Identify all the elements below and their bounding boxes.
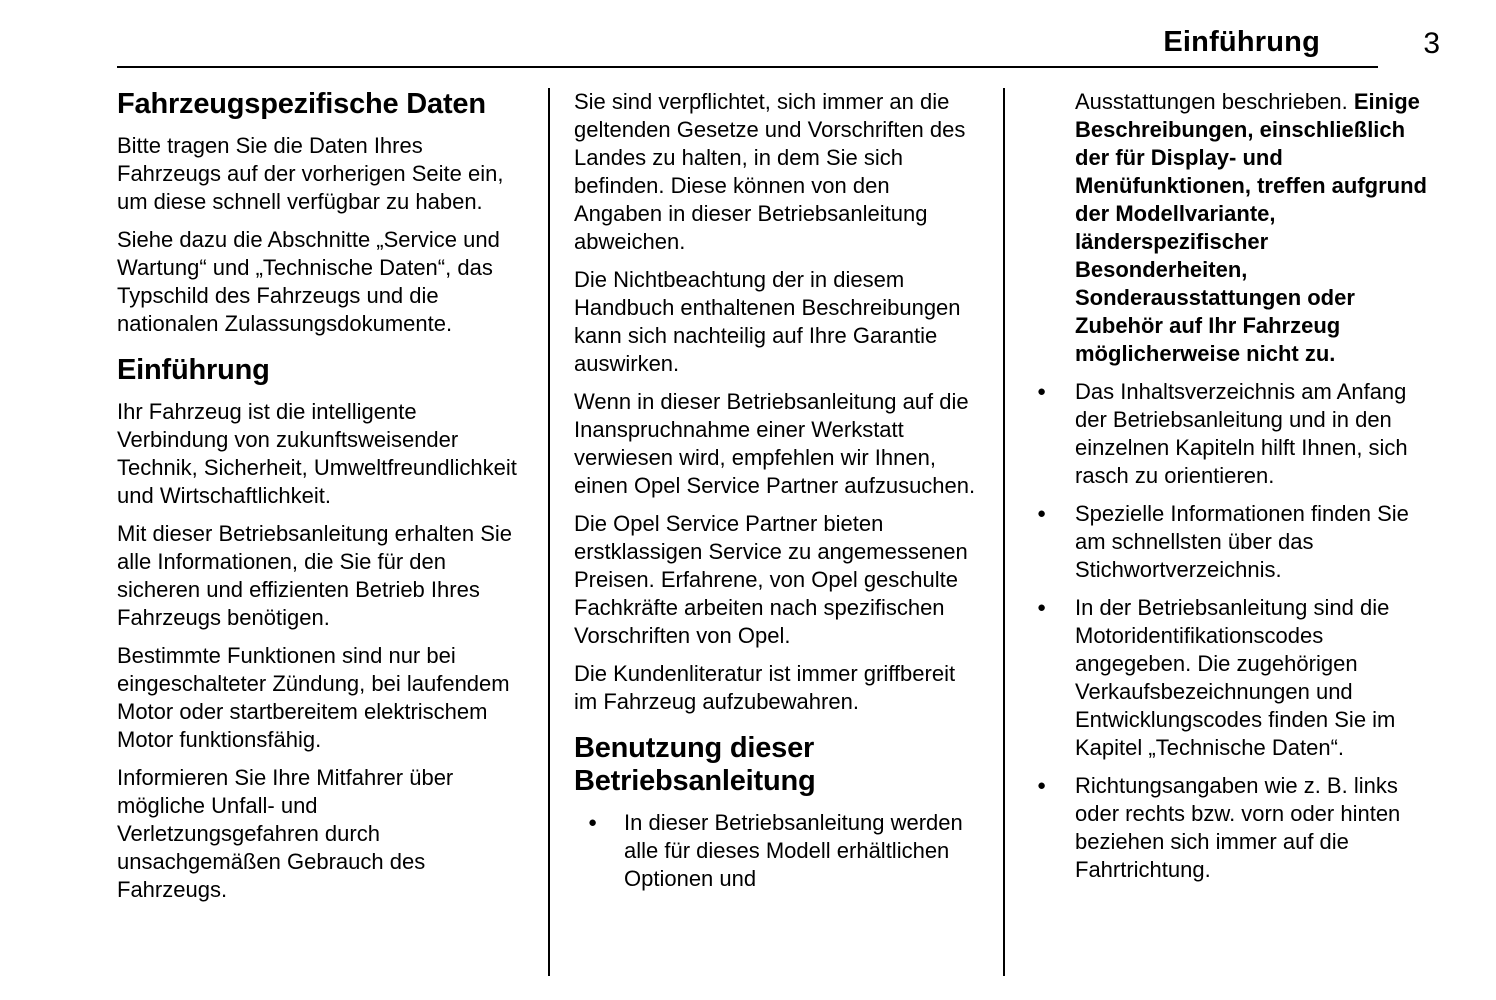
bullet-icon: ● [1037,777,1047,794]
bullet-icon: ● [1037,383,1047,400]
chapter-title: Einführung [1163,26,1320,58]
list-item-continuation [1035,88,1440,368]
paragraph: Siehe dazu die Abschnitte „Service und Wartung“ und „Technische Daten“, das Typschild des Fahrzeugs und die nationalen Zulassungsdokumente. [117,227,500,336]
list-item [1035,378,1440,490]
list-item [1035,772,1440,884]
paragraph: Die Opel Service Partner bieten erstklassigen Service zu angemessenen Preisen. Erfahrene, von Opel geschulte Fachkräfte arbeiten nach spezifischen Vorschriften von Opel. [574,511,968,648]
content-columns [117,88,1440,976]
paragraph: Bitte tragen Sie die Daten Ihres Fahrzeugs auf der vorherigen Seite ein, um diese schnell verfügbar zu haben. [117,133,504,214]
paragraph: Die Nichtbeachtung der in diesem Handbuch enthaltenen Beschreibungen kann sich nachteilig auf Ihre Garantie auswirken. [574,267,961,376]
continuation-text: Ausstattungen beschrieben. [1075,89,1354,114]
bullet-icon: ● [1037,599,1047,616]
page-number: 3 [1423,27,1440,60]
list-item-text: In der Betriebsanleitung sind die Motoridentifikationscodes angegeben. Die zugehörigen Verkaufsbezeichnungen und Entwicklungscodes finden Sie im Kapitel „Technische Daten“. [1075,595,1396,760]
paragraph: Die Kundenliteratur ist immer griffbereit im Fahrzeug aufzubewahren. [574,661,956,714]
heading-einfuehrung: Einführung [117,354,270,386]
paragraph: Ihr Fahrzeug ist die intelligente Verbindung von zukunftsweisender Technik, Sicherheit, Umweltfreundlichkeit und Wirtschaftlichkeit. [117,399,517,508]
column-right [1005,88,1440,976]
heading-fahrzeugspezifische-daten: Fahrzeugspezifische Daten [117,88,486,120]
column-left [117,88,548,976]
paragraph: Informieren Sie Ihre Mitfahrer über mögliche Unfall- und Verletzungsgefahren durch unsachgemäßen Gebrauch des Fahrzeugs. [117,765,454,902]
list-item-text: In dieser Betriebsanleitung werden alle für dieses Modell erhältlichen Optionen und [624,810,963,891]
list-item [574,809,979,893]
continuation-emphasis-text: Einige Beschreibungen, einschließlich der für Display- und Menüfunktionen, treffen aufgrund der Modellvariante, länderspezifischer Besonderheiten, Sonderausstattungen oder Zubehör auf Ihr Fahrzeug möglicherweise nicht zu. [1075,89,1427,366]
paragraph: Bestimmte Funktionen sind nur bei eingeschalteter Zündung, bei laufendem Motor oder startbereitem elektrischem Motor funktionsfähig. [117,643,510,752]
column-middle [550,88,1003,976]
list-item [1035,594,1440,762]
list-item [1035,500,1440,584]
page-header [117,26,1440,68]
list-item-text: Spezielle Informationen finden Sie am schnellsten über das Stichwortverzeichnis. [1075,501,1409,582]
list-item-text: Richtungsangaben wie z. B. links oder rechts bzw. vorn oder hinten beziehen sich immer auf die Fahrtrichtung. [1075,773,1401,882]
bullet-icon: ● [1037,505,1047,522]
heading-benutzung-dieser-betriebsanleitung: Benutzung dieser Betriebsanleitung [574,732,816,797]
list-item-text: Das Inhaltsverzeichnis am Anfang der Betriebsanleitung und in den einzelnen Kapiteln hilft Ihnen, sich rasch zu orientieren. [1075,379,1408,488]
paragraph: Mit dieser Betriebsanleitung erhalten Sie alle Informationen, die Sie für den sicheren und effizienten Betrieb Ihres Fahrzeugs benötigen. [117,521,513,630]
paragraph: Wenn in dieser Betriebsanleitung auf die Inanspruchnahme einer Werkstatt verwiesen wird, empfehlen wir Ihnen, einen Opel Service Partner aufzusuchen. [574,389,976,498]
paragraph: Sie sind verpflichtet, sich immer an die geltenden Gesetze und Vorschriften des Landes zu halten, in dem Sie sich befinden. Diese können von den Angaben in dieser Betriebsanleitung abweichen. [574,89,966,254]
bullet-icon: ● [588,814,598,831]
header-rule [117,26,1378,68]
